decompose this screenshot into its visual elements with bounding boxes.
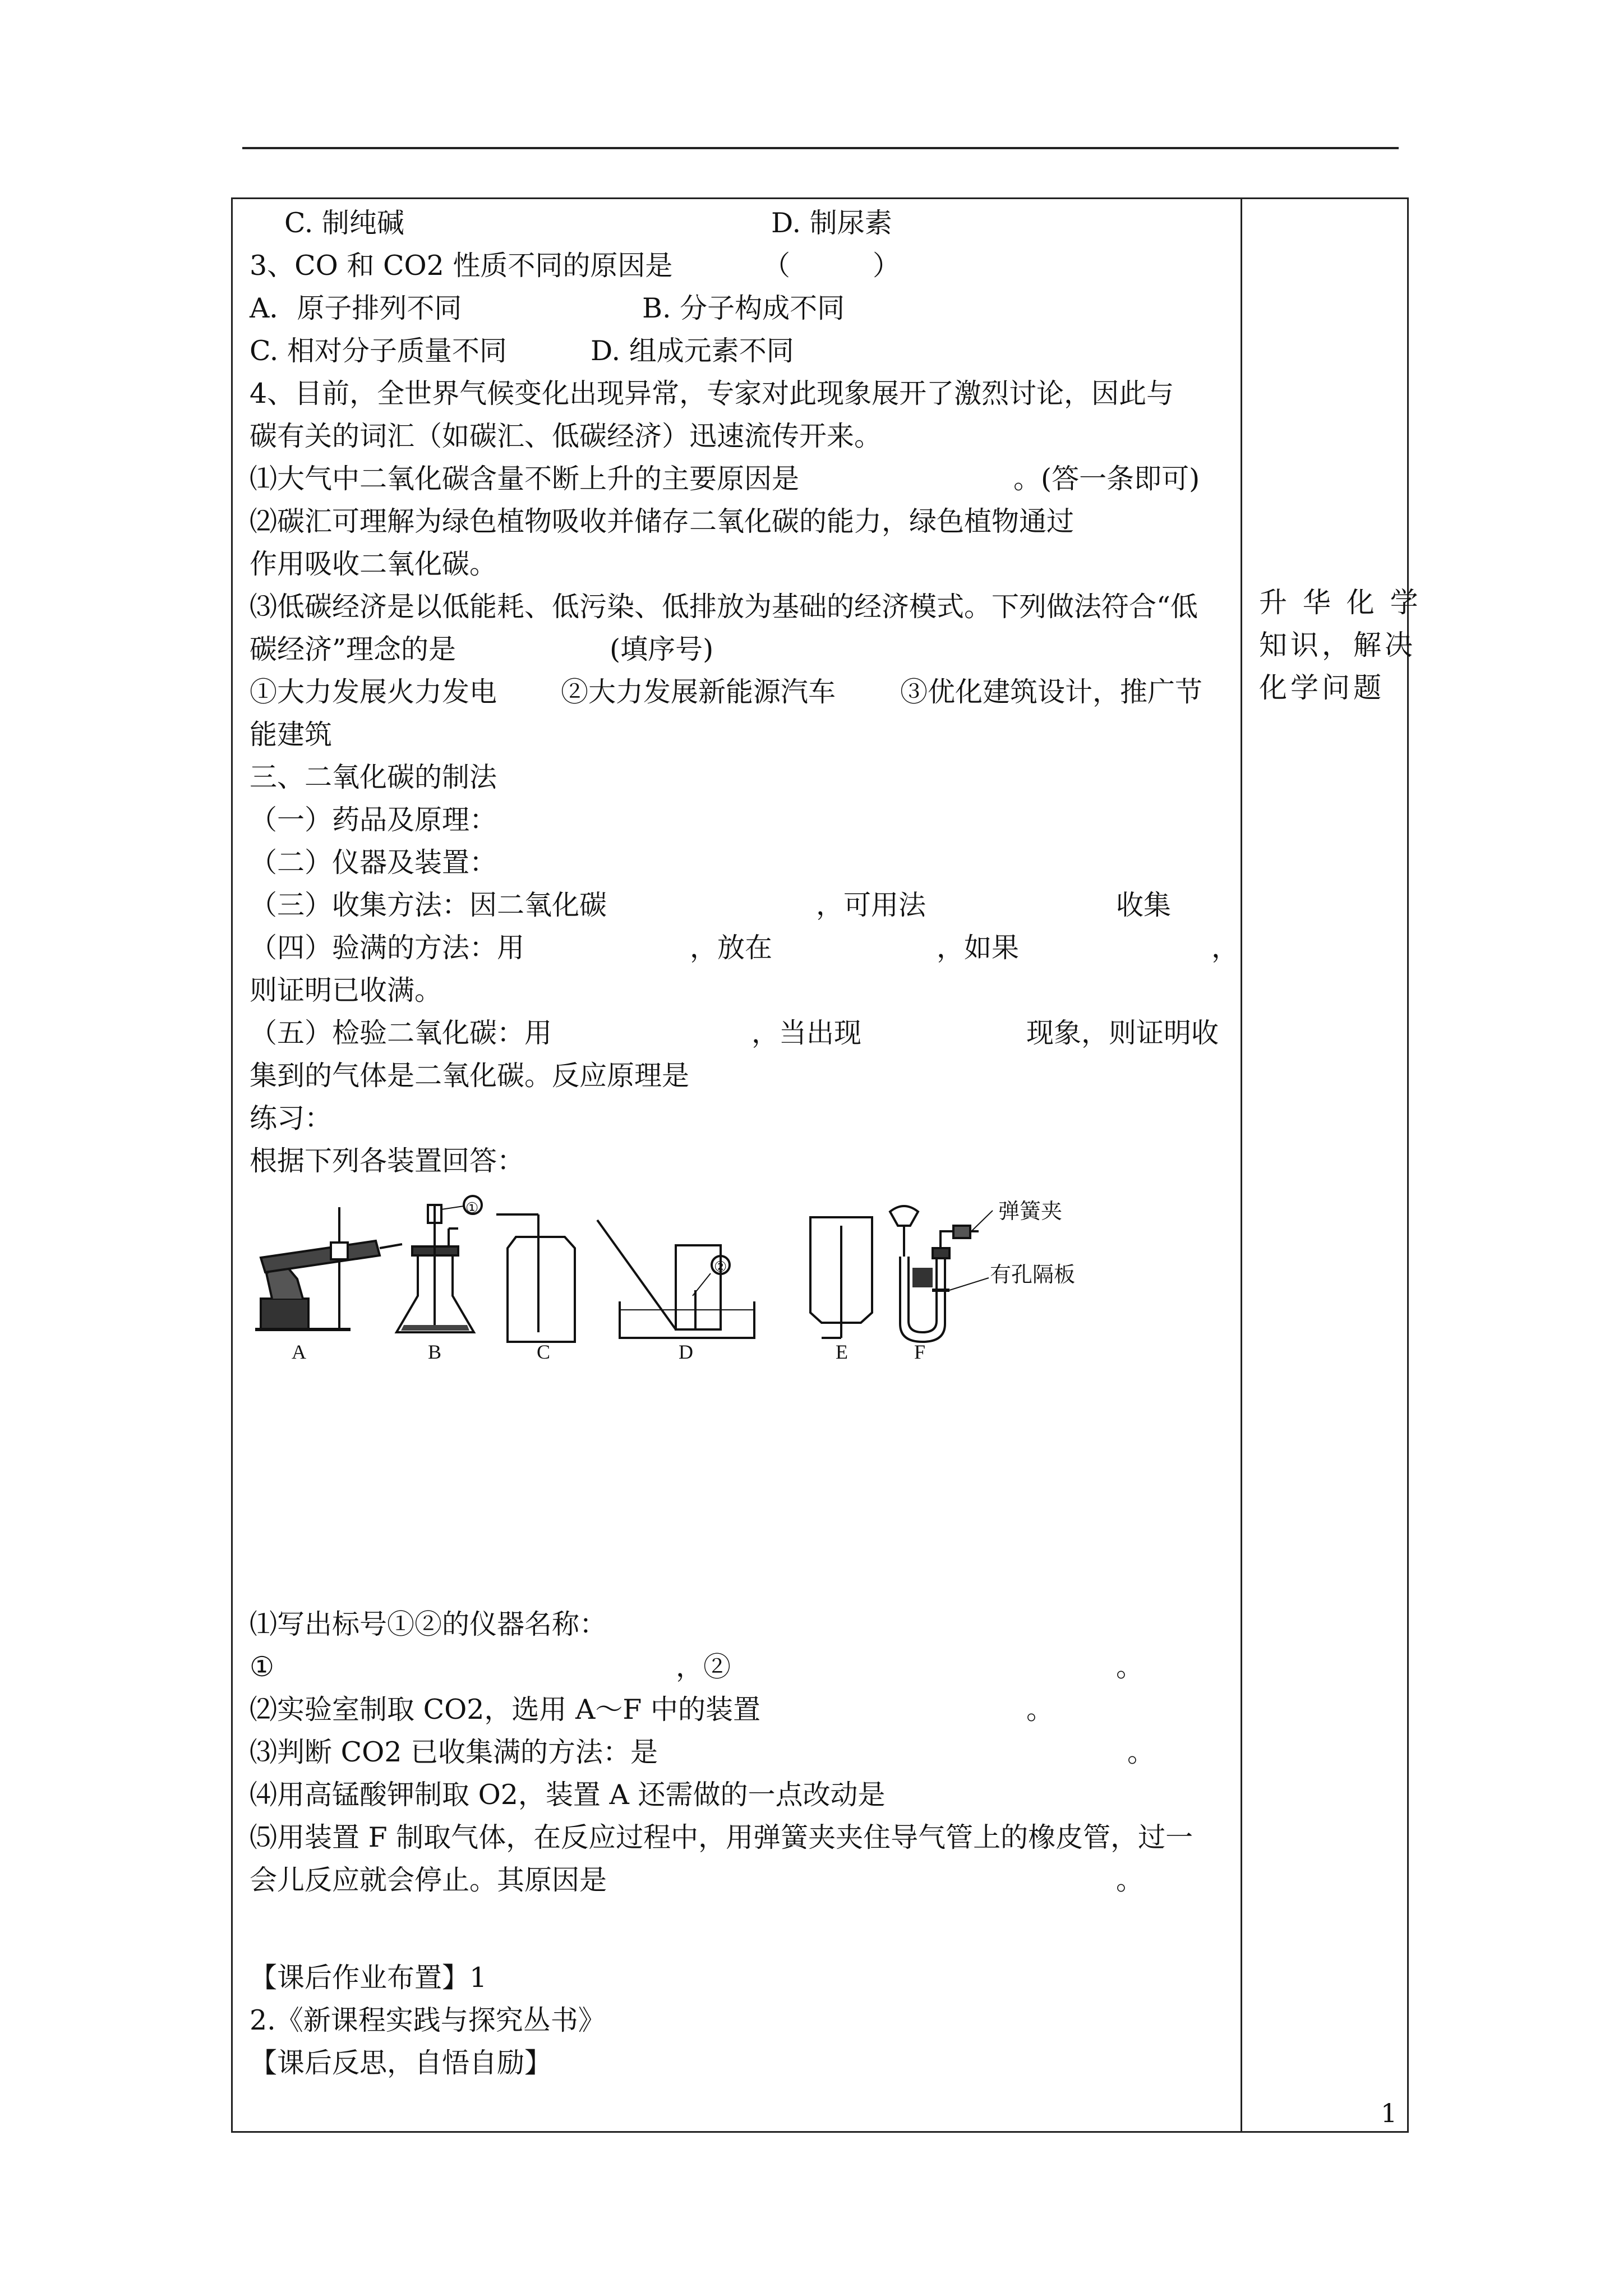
item4-part-d: ， [1211, 932, 1239, 964]
f-stopper [933, 1248, 949, 1258]
c-gas-bottle [508, 1237, 575, 1342]
item5-part-c: 现象，则证明收 [1026, 1017, 1219, 1049]
d-delivery-tube [597, 1220, 695, 1329]
item3-part-a: （三）收集方法：因二氧化碳 [250, 889, 607, 921]
label-mark-1: ① [465, 1200, 479, 1216]
item4-part-c: ，如果 [937, 932, 1020, 964]
item3-part-b: ，可用法 [816, 889, 926, 921]
q4-part1-tail: 。(答一条即可) [1013, 463, 1200, 495]
f-solid-reagent [912, 1268, 933, 1287]
q3-text: ⑶判断 CO2 已收集满的方法：是 [250, 1736, 658, 1768]
item5-part-b: ，当出现 [751, 1017, 862, 1049]
a-lamp-base [261, 1299, 308, 1329]
d-mark-leader [693, 1273, 711, 1296]
q4-option-3-cont: 能建筑 [250, 719, 333, 751]
section3-item5-cont: 集到的气体是二氧化碳。反应原理是 [250, 1060, 690, 1092]
q3-option-a: A．原子排列不同 [250, 292, 462, 324]
homework-1: 【课后作业布置】1 [250, 1962, 487, 1994]
q4-part3-hint: (填序号) [610, 633, 714, 665]
f-funnel [890, 1206, 918, 1226]
d-water-trough [620, 1301, 754, 1338]
item3-part-c: 收集 [1116, 889, 1172, 921]
q3-end-mark: 。 [1127, 1736, 1155, 1768]
item4-part-a: （四）验满的方法：用 [250, 932, 525, 964]
practice-q5-line1: ⑸用装置 F 制取气体，在反应过程中，用弹簧夹夹住导气管上的橡皮管，过一 [250, 1821, 1193, 1853]
apparatus-d [597, 1220, 754, 1338]
side-note-line3: 化学问题 [1259, 671, 1385, 704]
f-spring-clip [953, 1226, 970, 1238]
section3-item1: （一）药品及原理： [250, 804, 497, 836]
q4-line1: 4、目前，全世界气候变化出现异常，专家对此现象展开了激烈讨论，因此与 [250, 378, 1174, 409]
side-note-line1: 升 华 化 学 [1259, 586, 1422, 619]
side-note-cell [1242, 199, 1422, 2131]
label-b: B [428, 1341, 442, 1363]
q4-option-1: ①大力发展火力发电 [250, 676, 497, 708]
q4-option-3: ③优化建筑设计，推广节 [900, 676, 1203, 708]
a-clamp [331, 1243, 348, 1259]
b-mark-leader [441, 1206, 464, 1209]
q2-end-mark: 。 [1026, 1694, 1054, 1726]
q3-option-c: C. 相对分子质量不同 [250, 335, 507, 367]
q2-option-c: C. 制纯碱 [284, 207, 404, 239]
apparatus-f [890, 1206, 993, 1342]
label-f: F [914, 1341, 926, 1363]
label-perforated-plate: 有孔隔板 [990, 1263, 1076, 1287]
q4-line2: 碳有关的词汇（如碳汇、低碳经济）迅速流传开来。 [250, 420, 882, 452]
worksheet-table [231, 197, 1422, 2133]
label-spring-clip: 弹簧夹 [998, 1200, 1063, 1223]
q3-option-d: D. 组成元素不同 [591, 335, 794, 367]
label-mark-2: ② [714, 1259, 727, 1275]
item4-part-b: ，放在 [690, 932, 773, 964]
q4-option-2: ②大力发展新能源汽车 [561, 676, 836, 708]
f-plate-leader [949, 1278, 989, 1290]
apparatus-a [255, 1207, 402, 1329]
apparatus-b [396, 1196, 482, 1332]
section3-item4-cont: 则证明已收满。 [250, 974, 442, 1006]
q4-part3-line1: ⑶低碳经济是以低能耗、低污染、低排放为基础的经济模式。下列做法符合“低 [250, 591, 1198, 623]
q4-part2-line2: 作用吸收二氧化碳。 [250, 548, 497, 580]
apparatus-c [496, 1214, 575, 1342]
q1-end-mark: 。 [1116, 1651, 1144, 1683]
apparatus-figure [250, 1195, 1237, 1363]
q5-end-mark: 。 [1116, 1864, 1144, 1896]
reflection-heading: 【课后反思，自悟自励】 [250, 2047, 552, 2079]
b-solid-reagent [401, 1325, 469, 1331]
practice-q4: ⑷用高锰酸钾制取 O2，装置 A 还需做的一点改动是 [250, 1779, 886, 1811]
q3-answer-bracket: （ ） [763, 250, 901, 282]
label-a: A [292, 1341, 306, 1363]
practice-title: 练习： [250, 1102, 333, 1134]
item5-part-a: （五）检验二氧化碳：用 [250, 1017, 552, 1049]
a-delivery-tube [380, 1244, 402, 1248]
q2-option-d: D. 制尿素 [771, 207, 892, 239]
a-test-tube [261, 1241, 380, 1272]
header-rule [242, 147, 1399, 149]
q4-part3-text: 碳经济”理念的是 [250, 633, 457, 665]
q1-blank-1-label: ① [250, 1651, 274, 1683]
practice-q1: ⑴写出标号①②的仪器名称： [250, 1608, 607, 1640]
label-c: C [537, 1341, 551, 1363]
homework-2: 2.《新课程实践与探究丛书》 [250, 2004, 606, 2036]
q3-stem: 3、CO 和 CO2 性质不同的原因是 [250, 250, 673, 282]
side-note-line2: 知识，解决 [1259, 629, 1416, 661]
page-number: 1 [1381, 2098, 1398, 2128]
q2-text: ⑵实验室制取 CO2，选用 A～F 中的装置 [250, 1694, 760, 1726]
q3-option-b: B. 分子构成不同 [642, 292, 845, 324]
practice-intro: 根据下列各装置回答： [250, 1145, 525, 1177]
q5-text: 会儿反应就会停止。其原因是 [250, 1864, 607, 1896]
f-clip-leader [972, 1211, 993, 1231]
q4-part2-line1: ⑵碳汇可理解为绿色植物吸收并储存二氧化碳的能力，绿色植物通过 [250, 505, 1075, 537]
section3-item2: （二）仪器及装置： [250, 846, 497, 878]
section3-title: 三、二氧化碳的制法 [250, 761, 497, 793]
q4-part1-text: ⑴大气中二氧化碳含量不断上升的主要原因是 [250, 463, 800, 495]
main-content-cell [233, 199, 1242, 2131]
q1-blank-2-label: ，② [676, 1651, 731, 1683]
apparatus-e [810, 1217, 872, 1338]
label-d: D [679, 1341, 693, 1363]
label-e: E [836, 1341, 848, 1363]
